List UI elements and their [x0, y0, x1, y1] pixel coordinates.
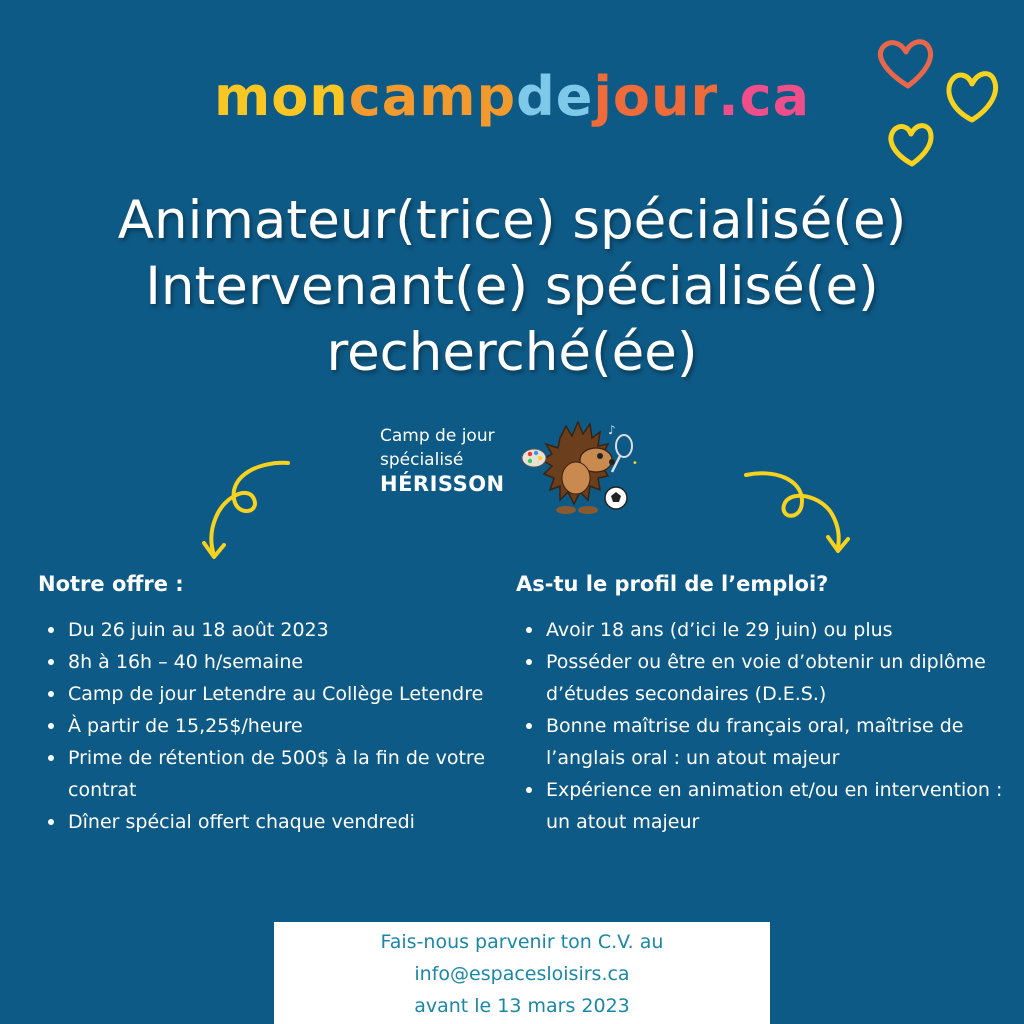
list-item: Posséder ou être en voie d’obtenir un diplôme d’études secondaires (D.E.S.): [546, 646, 1006, 710]
heart-icon: [949, 74, 996, 120]
camp-line-3: HÉRISSON: [380, 472, 505, 496]
camp-line-1: Camp de jour: [380, 426, 495, 446]
deadline-text: avant le 13 mars 2023: [414, 995, 630, 1017]
logo-part-camp: camp: [348, 65, 517, 128]
camp-line-2: spécialisé: [380, 450, 464, 470]
title-line-3: recherché(ée): [326, 322, 698, 383]
logo-part-de: de: [516, 65, 594, 128]
list-item: À partir de 15,25$/heure: [68, 710, 508, 742]
list-item: Bonne maîtrise du français oral, maîtrise de l’anglais oral : un atout majeur: [546, 710, 1006, 774]
curly-arrow-icon: [190, 455, 300, 565]
profile-list: [516, 614, 1006, 838]
application-box: [274, 922, 770, 1024]
list-item: Du 26 juin au 18 août 2023: [68, 614, 508, 646]
heart-icon: [891, 126, 931, 164]
list-item: 8h à 16h – 40 h/semaine: [68, 646, 508, 678]
list-item: Expérience en animation et/ou en intervention : un atout majeur: [546, 774, 1006, 838]
list-item: Dîner spécial offert chaque vendredi: [68, 806, 508, 838]
svg-text:♪: ♪: [608, 423, 616, 437]
offer-section: [38, 572, 508, 838]
title-line-2: Intervenant(e) spécialisé(e): [145, 256, 879, 317]
contact-email[interactable]: info@espacesloisirs.ca: [414, 963, 630, 985]
logo-part-jour: jour: [593, 65, 719, 128]
hearts-decoration: [868, 36, 1008, 176]
camp-logo: [380, 420, 650, 520]
logo-part-mon: mon: [213, 65, 349, 128]
profile-section: [516, 572, 1006, 838]
offer-list: [38, 614, 508, 838]
logo-part-ca: .ca: [718, 65, 811, 128]
cta-line-1: Fais-nous parvenir ton C.V. au: [380, 931, 664, 953]
svg-text:•: •: [632, 458, 638, 469]
profile-heading: As-tu le profil de l’emploi?: [516, 572, 829, 596]
list-item: Camp de jour Letendre au Collège Letendre: [68, 678, 508, 710]
list-item: Avoir 18 ans (d’ici le 29 juin) ou plus: [546, 614, 1006, 646]
list-item: Prime de rétention de 500$ à la fin de votre contrat: [68, 742, 508, 806]
heart-icon: [880, 42, 930, 86]
hedgehog-mascot: [520, 420, 650, 520]
offer-heading: Notre offre :: [38, 572, 184, 596]
camp-logo-text: [380, 424, 505, 496]
job-title: [20, 188, 1004, 386]
curly-arrow-icon: [740, 455, 860, 565]
title-line-1: Animateur(trice) spécialisé(e): [117, 190, 907, 251]
